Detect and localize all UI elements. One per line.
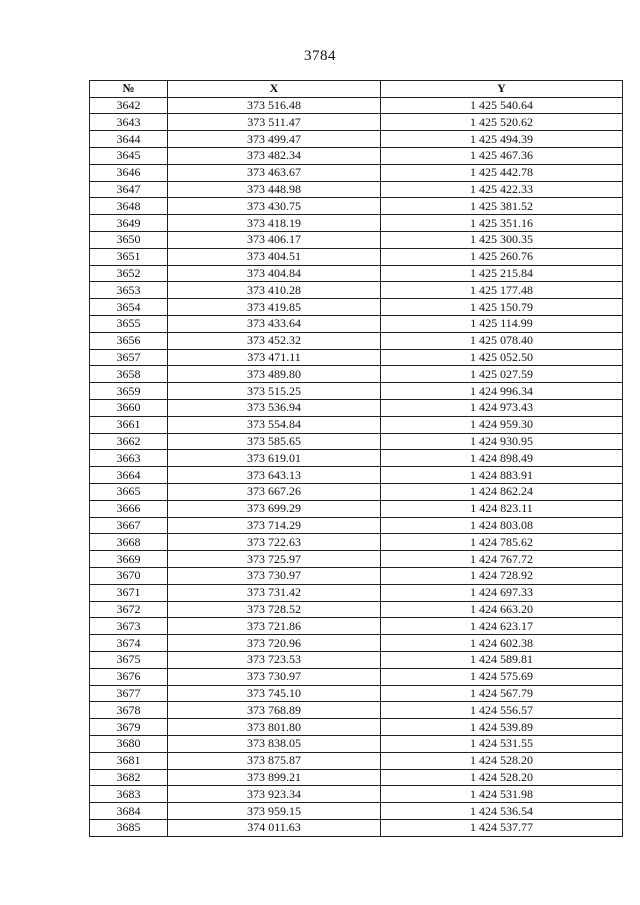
table-row — [90, 735, 623, 752]
point-number-cell: 3658 — [90, 366, 168, 383]
y-coordinate-cell: 1 424 531.55 — [381, 735, 623, 752]
table-row — [90, 299, 623, 316]
y-coordinate-cell: 1 425 260.76 — [381, 248, 623, 265]
table-row — [90, 349, 623, 366]
table-row — [90, 450, 623, 467]
y-coordinate-cell: 1 424 973.43 — [381, 400, 623, 417]
y-coordinate-cell: 1 425 052.50 — [381, 349, 623, 366]
x-coordinate-cell: 373 801.80 — [168, 719, 381, 736]
table-row — [90, 282, 623, 299]
y-coordinate-cell: 1 424 536.54 — [381, 803, 623, 820]
y-coordinate-cell: 1 425 520.62 — [381, 114, 623, 131]
x-coordinate-cell: 373 838.05 — [168, 735, 381, 752]
point-number-cell: 3659 — [90, 383, 168, 400]
table-row — [90, 97, 623, 114]
point-number-cell: 3672 — [90, 601, 168, 618]
point-number-cell: 3649 — [90, 215, 168, 232]
table-row — [90, 769, 623, 786]
table-row — [90, 383, 623, 400]
point-number-cell: 3678 — [90, 702, 168, 719]
y-coordinate-cell: 1 424 930.95 — [381, 433, 623, 450]
x-coordinate-cell: 373 725.97 — [168, 551, 381, 568]
table-row — [90, 551, 623, 568]
table-row — [90, 702, 623, 719]
x-coordinate-cell: 373 406.17 — [168, 232, 381, 249]
x-coordinate-cell: 373 433.64 — [168, 316, 381, 333]
x-coordinate-cell: 374 011.63 — [168, 819, 381, 836]
table-row — [90, 534, 623, 551]
y-coordinate-cell: 1 425 177.48 — [381, 282, 623, 299]
table-row — [90, 332, 623, 349]
point-number-cell: 3683 — [90, 786, 168, 803]
point-number-cell: 3655 — [90, 316, 168, 333]
table-row — [90, 668, 623, 685]
x-coordinate-cell: 373 923.34 — [168, 786, 381, 803]
x-coordinate-cell: 373 720.96 — [168, 635, 381, 652]
y-coordinate-cell: 1 424 531.98 — [381, 786, 623, 803]
y-coordinate-cell: 1 425 422.33 — [381, 181, 623, 198]
y-coordinate-cell: 1 425 215.84 — [381, 265, 623, 282]
table-row — [90, 719, 623, 736]
x-coordinate-cell: 373 731.42 — [168, 584, 381, 601]
header-row — [90, 81, 623, 98]
x-coordinate-cell: 373 667.26 — [168, 484, 381, 501]
point-number-cell: 3674 — [90, 635, 168, 652]
x-coordinate-cell: 373 419.85 — [168, 299, 381, 316]
y-coordinate-cell: 1 425 442.78 — [381, 164, 623, 181]
x-coordinate-cell: 373 430.75 — [168, 198, 381, 215]
x-coordinate-cell: 373 728.52 — [168, 601, 381, 618]
y-coordinate-cell: 1 424 528.20 — [381, 752, 623, 769]
table-row — [90, 198, 623, 215]
coordinates-table — [89, 80, 623, 837]
x-coordinate-cell: 373 418.19 — [168, 215, 381, 232]
point-number-cell: 3681 — [90, 752, 168, 769]
point-number-cell: 3666 — [90, 500, 168, 517]
y-coordinate-cell: 1 424 959.30 — [381, 416, 623, 433]
point-number-cell: 3648 — [90, 198, 168, 215]
table-row — [90, 819, 623, 836]
table-row — [90, 114, 623, 131]
point-number-cell: 3653 — [90, 282, 168, 299]
point-number-cell: 3646 — [90, 164, 168, 181]
x-coordinate-cell: 373 452.32 — [168, 332, 381, 349]
x-coordinate-cell: 373 536.94 — [168, 400, 381, 417]
point-number-cell: 3679 — [90, 719, 168, 736]
y-coordinate-cell: 1 425 381.52 — [381, 198, 623, 215]
point-number-cell: 3656 — [90, 332, 168, 349]
point-number-cell: 3647 — [90, 181, 168, 198]
x-coordinate-cell: 373 875.87 — [168, 752, 381, 769]
table-row — [90, 316, 623, 333]
x-coordinate-cell: 373 959.15 — [168, 803, 381, 820]
point-number-cell: 3668 — [90, 534, 168, 551]
header-x: X — [168, 81, 381, 98]
table-row — [90, 484, 623, 501]
x-coordinate-cell: 373 730.97 — [168, 568, 381, 585]
y-coordinate-cell: 1 425 494.39 — [381, 131, 623, 148]
y-coordinate-cell: 1 424 537.77 — [381, 819, 623, 836]
point-number-cell: 3652 — [90, 265, 168, 282]
y-coordinate-cell: 1 424 602.38 — [381, 635, 623, 652]
x-coordinate-cell: 373 714.29 — [168, 517, 381, 534]
point-number-cell: 3667 — [90, 517, 168, 534]
x-coordinate-cell: 373 745.10 — [168, 685, 381, 702]
point-number-cell: 3661 — [90, 416, 168, 433]
x-coordinate-cell: 373 511.47 — [168, 114, 381, 131]
table-row — [90, 786, 623, 803]
y-coordinate-cell: 1 425 300.35 — [381, 232, 623, 249]
x-coordinate-cell: 373 515.25 — [168, 383, 381, 400]
y-coordinate-cell: 1 424 728.92 — [381, 568, 623, 585]
y-coordinate-cell: 1 424 862.24 — [381, 484, 623, 501]
x-coordinate-cell: 373 554.84 — [168, 416, 381, 433]
point-number-cell: 3660 — [90, 400, 168, 417]
x-coordinate-cell: 373 899.21 — [168, 769, 381, 786]
x-coordinate-cell: 373 699.29 — [168, 500, 381, 517]
point-number-cell: 3677 — [90, 685, 168, 702]
y-coordinate-cell: 1 425 150.79 — [381, 299, 623, 316]
y-coordinate-cell: 1 424 767.72 — [381, 551, 623, 568]
y-coordinate-cell: 1 424 663.20 — [381, 601, 623, 618]
point-number-cell: 3665 — [90, 484, 168, 501]
x-coordinate-cell: 373 404.84 — [168, 265, 381, 282]
point-number-cell: 3645 — [90, 148, 168, 165]
point-number-cell: 3682 — [90, 769, 168, 786]
y-coordinate-cell: 1 425 078.40 — [381, 332, 623, 349]
table-row — [90, 181, 623, 198]
table-row — [90, 635, 623, 652]
y-coordinate-cell: 1 424 785.62 — [381, 534, 623, 551]
table-row — [90, 366, 623, 383]
table-row — [90, 131, 623, 148]
table-row — [90, 232, 623, 249]
point-number-cell: 3662 — [90, 433, 168, 450]
point-number-cell: 3663 — [90, 450, 168, 467]
y-coordinate-cell: 1 425 540.64 — [381, 97, 623, 114]
x-coordinate-cell: 373 768.89 — [168, 702, 381, 719]
point-number-cell: 3670 — [90, 568, 168, 585]
x-coordinate-cell: 373 721.86 — [168, 618, 381, 635]
header-number: № — [90, 81, 168, 98]
y-coordinate-cell: 1 424 823.11 — [381, 500, 623, 517]
point-number-cell: 3664 — [90, 467, 168, 484]
point-number-cell: 3676 — [90, 668, 168, 685]
point-number-cell: 3685 — [90, 819, 168, 836]
y-coordinate-cell: 1 425 467.36 — [381, 148, 623, 165]
x-coordinate-cell: 373 516.48 — [168, 97, 381, 114]
y-coordinate-cell: 1 424 575.69 — [381, 668, 623, 685]
y-coordinate-cell: 1 424 803.08 — [381, 517, 623, 534]
y-coordinate-cell: 1 424 567.79 — [381, 685, 623, 702]
point-number-cell: 3654 — [90, 299, 168, 316]
y-coordinate-cell: 1 425 114.99 — [381, 316, 623, 333]
table-row — [90, 517, 623, 534]
table-row — [90, 416, 623, 433]
table-row — [90, 601, 623, 618]
table-row — [90, 584, 623, 601]
point-number-cell: 3644 — [90, 131, 168, 148]
point-number-cell: 3671 — [90, 584, 168, 601]
y-coordinate-cell: 1 424 996.34 — [381, 383, 623, 400]
y-coordinate-cell: 1 425 027.59 — [381, 366, 623, 383]
table-header — [90, 81, 623, 98]
x-coordinate-cell: 373 448.98 — [168, 181, 381, 198]
table-row — [90, 433, 623, 450]
table-row — [90, 467, 623, 484]
table-row — [90, 685, 623, 702]
x-coordinate-cell: 373 489.80 — [168, 366, 381, 383]
table-row — [90, 148, 623, 165]
point-number-cell: 3657 — [90, 349, 168, 366]
header-y: Y — [381, 81, 623, 98]
y-coordinate-cell: 1 424 589.81 — [381, 651, 623, 668]
table-row — [90, 500, 623, 517]
x-coordinate-cell: 373 643.13 — [168, 467, 381, 484]
point-number-cell: 3650 — [90, 232, 168, 249]
point-number-cell: 3680 — [90, 735, 168, 752]
y-coordinate-cell: 1 424 556.57 — [381, 702, 623, 719]
y-coordinate-cell: 1 424 883.91 — [381, 467, 623, 484]
point-number-cell: 3675 — [90, 651, 168, 668]
x-coordinate-cell: 373 482.34 — [168, 148, 381, 165]
table-row — [90, 265, 623, 282]
page-number: 3784 — [304, 48, 336, 64]
point-number-cell: 3669 — [90, 551, 168, 568]
point-number-cell: 3651 — [90, 248, 168, 265]
x-coordinate-cell: 373 404.51 — [168, 248, 381, 265]
table-body — [90, 97, 623, 836]
x-coordinate-cell: 373 619.01 — [168, 450, 381, 467]
x-coordinate-cell: 373 410.28 — [168, 282, 381, 299]
y-coordinate-cell: 1 424 697.33 — [381, 584, 623, 601]
table-row — [90, 248, 623, 265]
table-row — [90, 651, 623, 668]
table-row — [90, 752, 623, 769]
x-coordinate-cell: 373 730.97 — [168, 668, 381, 685]
table-row — [90, 803, 623, 820]
point-number-cell: 3673 — [90, 618, 168, 635]
table-row — [90, 400, 623, 417]
point-number-cell: 3684 — [90, 803, 168, 820]
table-row — [90, 618, 623, 635]
point-number-cell: 3642 — [90, 97, 168, 114]
y-coordinate-cell: 1 424 528.20 — [381, 769, 623, 786]
x-coordinate-cell: 373 722.63 — [168, 534, 381, 551]
y-coordinate-cell: 1 424 539.89 — [381, 719, 623, 736]
y-coordinate-cell: 1 425 351.16 — [381, 215, 623, 232]
y-coordinate-cell: 1 424 898.49 — [381, 450, 623, 467]
x-coordinate-cell: 373 471.11 — [168, 349, 381, 366]
x-coordinate-cell: 373 585.65 — [168, 433, 381, 450]
table-row — [90, 164, 623, 181]
x-coordinate-cell: 373 499.47 — [168, 131, 381, 148]
table-row — [90, 215, 623, 232]
x-coordinate-cell: 373 723.53 — [168, 651, 381, 668]
table-row — [90, 568, 623, 585]
x-coordinate-cell: 373 463.67 — [168, 164, 381, 181]
y-coordinate-cell: 1 424 623.17 — [381, 618, 623, 635]
point-number-cell: 3643 — [90, 114, 168, 131]
